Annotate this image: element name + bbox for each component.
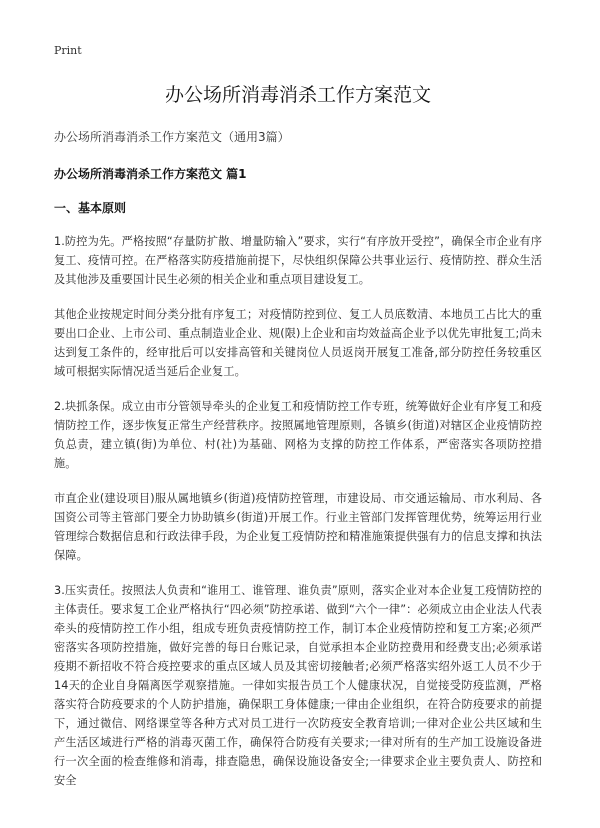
- paragraph-3: 2.块抓条保。成立由市分管领导牵头的企业复工和疫情防控工作专班，统筹做好企业有序复工和疫情防控工作，逐步恢复正常生产经营秩序。按照属地管理原则，各镇乡(街道)对辖区企业疫情防控负总责，建立镇(街)为单位、村(社)为基础、网格为支撑的防控工作体系，严密落实各项防控措施。: [54, 400, 542, 470]
- paragraph-2: 其他企业按规定时间分类分批有序复工；对疫情防控到位、复工人员底数清、本地员工占比大的重要出口企业、上市公司、重点制造业企业、规(限)上企业和亩均效益高企业予以优先审批复工;尚未达到复工条件的，经审批后可以安排高管和关键岗位人员返岗开展复工准备,部分防控任务较重区域可根据实际情况适当延后企业复工。: [54, 308, 542, 378]
- print-label: Print: [54, 44, 82, 57]
- document-subtitle: 办公场所消毒消杀工作方案范文（通用3篇）: [54, 130, 290, 144]
- paragraph-4: 市直企业(建设项目)服从属地镇乡(街道)疫情防控管理，市建设局、市交通运输局、市水利局、各国资公司等主管部门要全力协助镇乡(街道)开展工作。行业主管部门发挥管理优势，统筹运用行业管理综合数据信息和行政法律手段，为企业复工疫情防控和精准施策提供强有力的信息支撑和执法保障。: [54, 492, 542, 562]
- document-title: 办公场所消毒消杀工作方案范文: [164, 84, 431, 106]
- sub-heading: 一、基本原则: [54, 201, 127, 215]
- paragraph-1: 1.防控为先。严格按照“存量防扩散、增量防输入”要求，实行“有序放开受控”，确保全市企业有序复工、疫情可控。在严格落实防疫措施前提下，尽快组织保障公共事业运行、疫情防控、群众生活及其他涉及重要国计民生必须的相关企业和重点项目建设复工。: [54, 235, 542, 286]
- paragraph-5: 3.压实责任。按照法人负责和“谁用工、谁管理、谁负责”原则，落实企业对本企业复工疫情防控的主体责任。要求复工企业严格执行“四必须”防控承诺、做到“六个一律”：必须成立由企业法人代表牵头的疫情防控工作小组，组成专班负责疫情防控工作，制订本企业疫情防控和复工方案;必须严密落实各项防控措施，做好完善的每日台账记录，自觉承担本企业防控费用和经费支出;必须承诺疫期不新招收不符合疫控要求的重点区域人员及其密切接触者;必须严格落实绍外返工人员不少于14天的企业自身隔离医学观察措施。一律如实报告员工个人健康状况，自觉接受防疫监测，严格落实符合防疫要求的个人防护措施，确保职工身体健康;一律由企业组织，在符合防疫要求的前提下，通过微信、网络课堂等各种方式对员工进行一次防疫安全教育培训;一律对企业公共区域和生产生活区域进行严格的消毒灭菌工作，确保符合防疫有关要求;一律对所有的生产加工设施设备进行一次全面的检查维修和消毒，排查隐患，确保设施设备安全;一律要求企业主要负责人、防控和安全: [54, 584, 542, 787]
- section-heading: 办公场所消毒消杀工作方案范文 篇1: [54, 167, 247, 181]
